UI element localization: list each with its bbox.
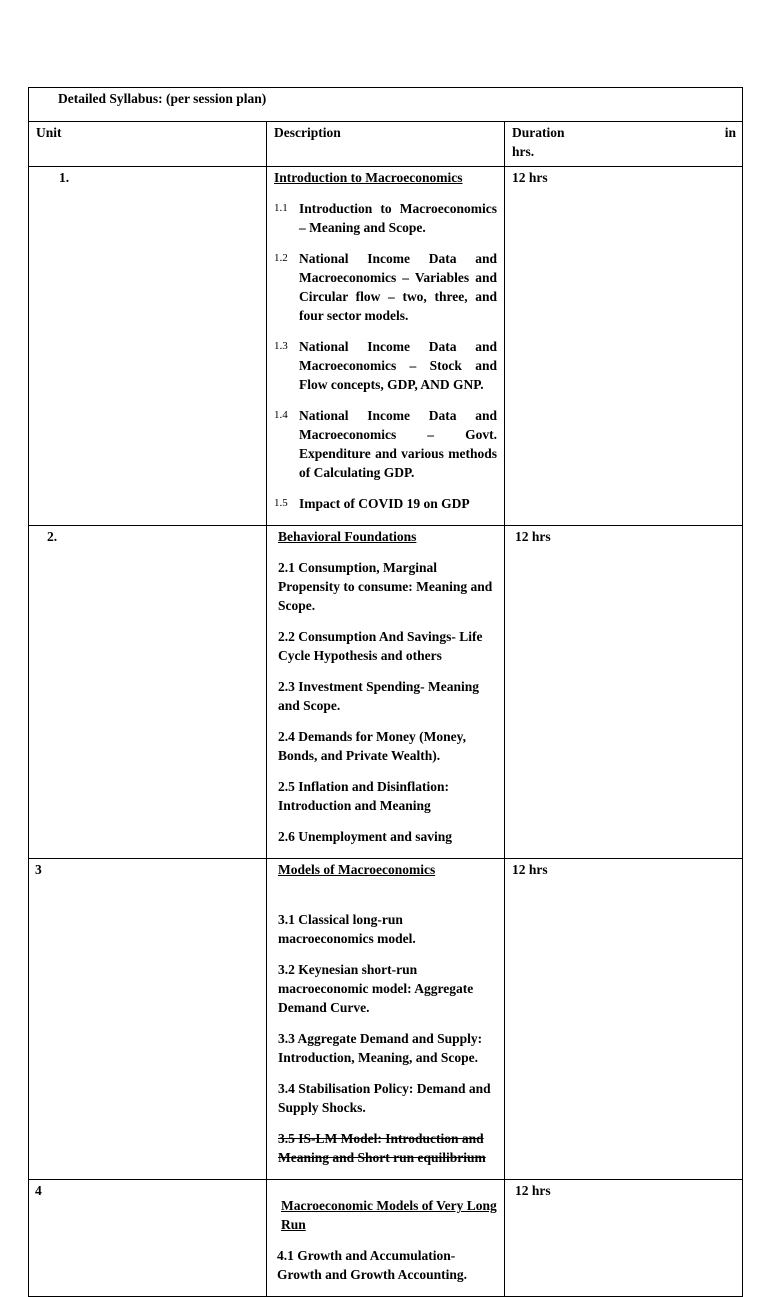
list-item: 2.3 Investment Spending- Meaning and Scope. <box>278 679 480 713</box>
list-item <box>274 199 497 237</box>
unit-row-2 <box>29 526 743 859</box>
unit-row-4 <box>29 1180 743 1297</box>
header-duration <box>505 122 743 167</box>
item-number: 1.3 <box>274 340 288 352</box>
header-duration-hrs: hrs. <box>512 144 535 159</box>
list-item: 3.1 Classical long-run macroeconomics model. <box>278 912 416 946</box>
item-number: 1.4 <box>274 409 288 421</box>
item-text: National Income Data and Macroeconomics – Variables and Circular flow – two, three, and four sector models. <box>299 251 497 323</box>
list-item: 2.6 Unemployment and saving <box>278 829 453 844</box>
unit-number: 1. <box>59 170 70 185</box>
list-item: 3.4 Stabilisation Policy: Demand and Supply Shocks. <box>278 1081 491 1115</box>
duration-value: 12 hrs <box>512 862 548 877</box>
list-item: 2.4 Demands for Money (Money, Bonds, and Private Wealth). <box>278 729 466 763</box>
header-duration-word: Duration <box>512 125 565 140</box>
unit-row-1 <box>29 167 743 526</box>
table-title: Detailed Syllabus: (per session plan) <box>29 88 743 122</box>
list-item: 3.3 Aggregate Demand and Supply: Introduction, Meaning, and Scope. <box>278 1031 483 1065</box>
duration-value: 12 hrs <box>512 170 548 185</box>
item-number: 1.2 <box>274 252 288 264</box>
syllabus-table <box>28 87 743 1297</box>
item-text: Impact of COVID 19 on GDP <box>299 496 470 511</box>
unit-number: 2. <box>47 529 58 544</box>
item-number: 1.1 <box>274 202 288 214</box>
list-item <box>274 337 497 394</box>
unit-title: Macroeconomic Models of Very Long Run <box>281 1198 497 1232</box>
list-item: 3.2 Keynesian short-run macroeconomic model: Aggregate Demand Curve. <box>278 962 474 1015</box>
item-text: Introduction to Macroeconomics – Meaning and Scope. <box>299 201 497 235</box>
header-unit: Unit <box>29 122 267 167</box>
unit-title: Behavioral Foundations <box>278 529 417 544</box>
list-item: 4.1 Growth and Accumulation-Growth and Growth Accounting. <box>277 1248 468 1282</box>
duration-value: 12 hrs <box>515 529 551 544</box>
header-duration-in: in <box>724 125 736 140</box>
item-number: 1.5 <box>274 497 288 509</box>
list-item: 2.1 Consumption, Marginal Propensity to consume: Meaning and Scope. <box>278 560 493 613</box>
list-item: 2.2 Consumption And Savings- Life Cycle Hypothesis and others <box>278 629 483 663</box>
list-item <box>274 494 497 513</box>
struck-list-item: 3.5 IS-LM Model: Introduction and Meaning and Short run equilibrium <box>278 1131 486 1165</box>
unit-number: 4 <box>35 1183 42 1198</box>
unit-title: Introduction to Macroeconomics <box>274 170 463 185</box>
item-text: National Income Data and Macroeconomics – Stock and Flow concepts, GDP, AND GNP. <box>299 339 497 392</box>
list-item: 2.5 Inflation and Disinflation: Introduction and Meaning <box>278 779 450 813</box>
list-item <box>274 249 497 325</box>
duration-value: 12 hrs <box>515 1183 551 1198</box>
item-text: National Income Data and Macroeconomics – Govt. Expenditure and various methods of Calculating GDP. <box>299 408 497 480</box>
header-row <box>29 122 743 167</box>
list-item <box>274 406 497 482</box>
unit-title: Models of Macroeconomics <box>278 862 436 877</box>
header-description: Description <box>267 122 505 167</box>
unit-row-3 <box>29 859 743 1180</box>
unit-number: 3 <box>35 862 42 877</box>
